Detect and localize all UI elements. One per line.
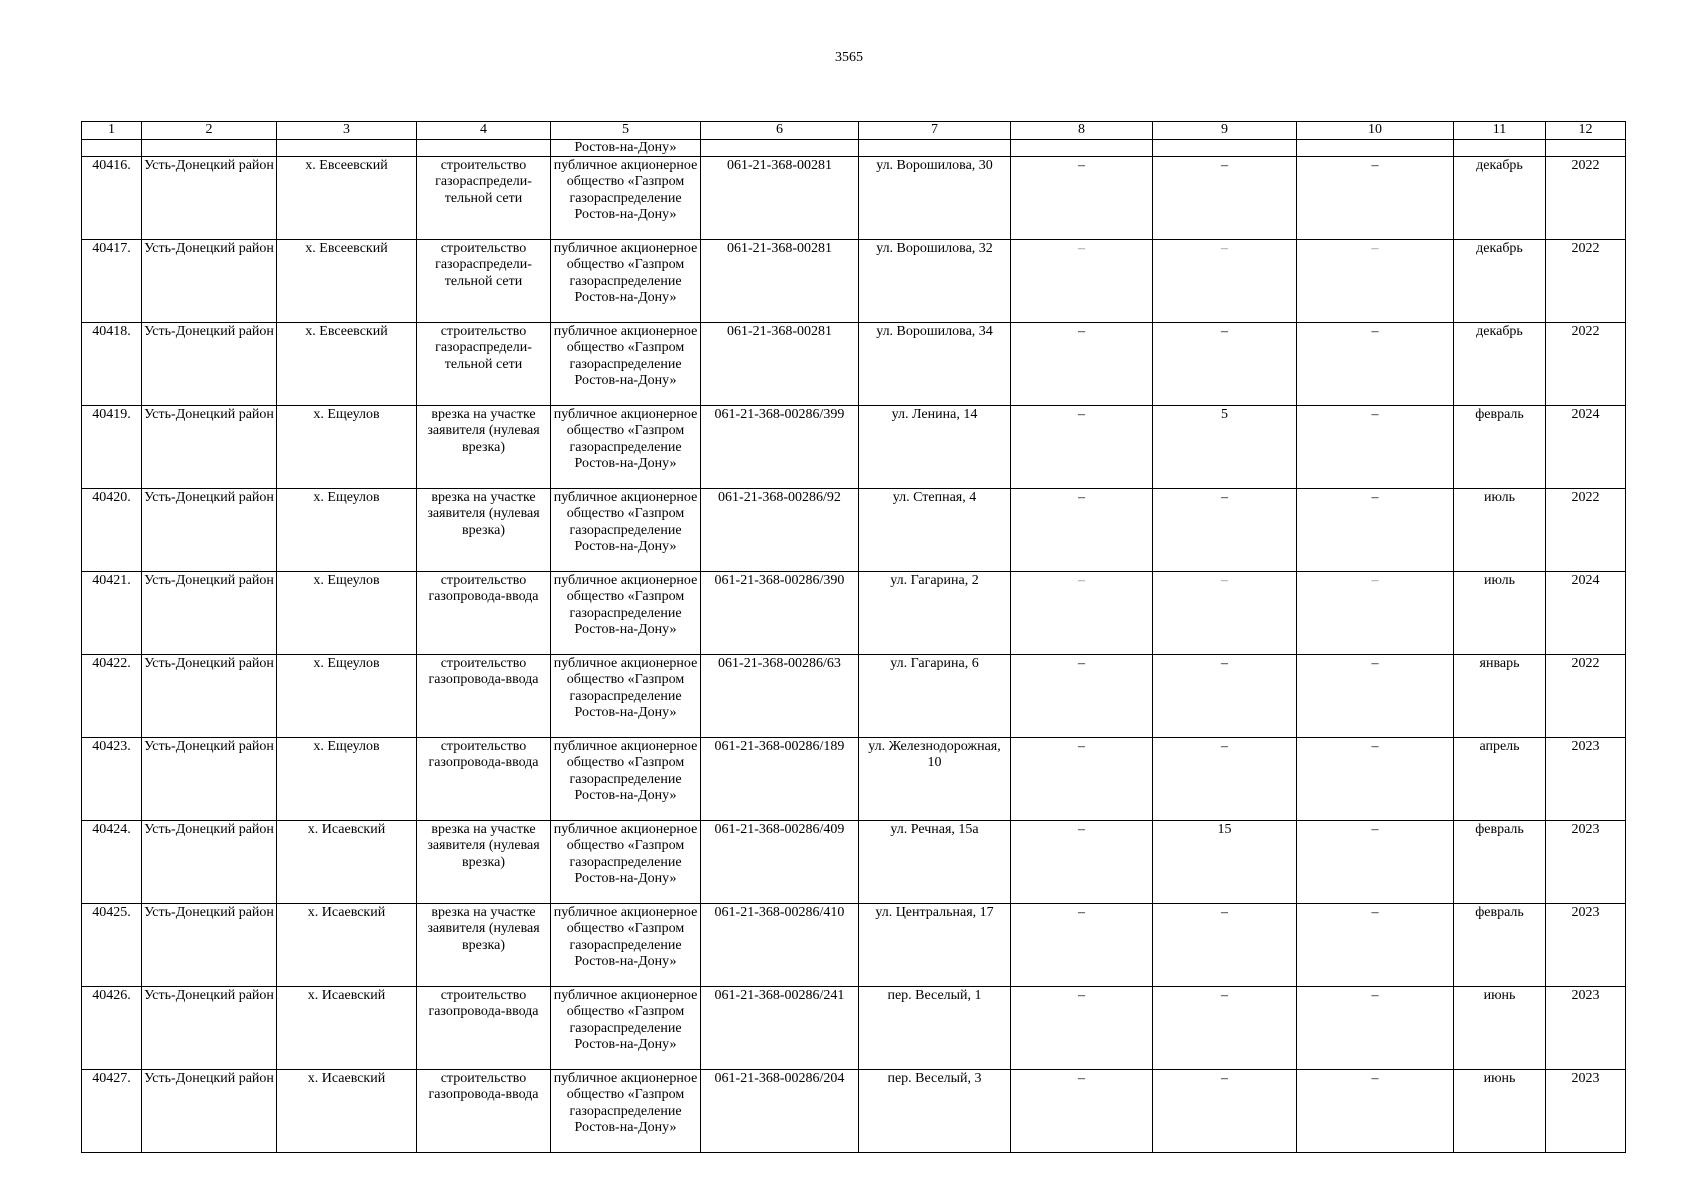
table-cell: – [1297,986,1454,1069]
row-number-cell: 40427. [82,1069,142,1152]
table-cell: 2023 [1546,903,1626,986]
table-cell [82,139,142,156]
column-header: 11 [1454,122,1546,140]
table-cell: 061-21-368-00286/409 [701,820,859,903]
table-cell: Ростов-на-Дону» [551,139,701,156]
table-cell: – [1297,737,1454,820]
table-cell: строительство газопровода-ввода [417,1069,551,1152]
table-cell: – [1297,903,1454,986]
table-cell: публичное акционерное общество «Газпром газораспределение Ростов-на-Дону» [551,903,701,986]
table-cell: публичное акционерное общество «Газпром газораспределение Ростов-на-Дону» [551,156,701,239]
column-header: 12 [1546,122,1626,140]
table-cell: 2023 [1546,820,1626,903]
table-cell: – [1153,571,1297,654]
table-cell: ул. Ворошилова, 34 [859,322,1011,405]
column-header: 9 [1153,122,1297,140]
table-row [82,986,1626,1069]
table-cell: ул. Гагарина, 2 [859,571,1011,654]
table-cell: строительство газопровода-ввода [417,986,551,1069]
table-cell: – [1153,1069,1297,1152]
row-number-cell: 40421. [82,571,142,654]
table-cell: публичное акционерное общество «Газпром газораспределение Ростов-на-Дону» [551,1069,701,1152]
table-cell: ул. Центральная, 17 [859,903,1011,986]
table-cell: – [1011,405,1153,488]
table-cell: публичное акционерное общество «Газпром газораспределение Ростов-на-Дону» [551,405,701,488]
table-cell: – [1297,488,1454,571]
table-cell: Усть-Донецкий район [142,239,277,322]
table-cell: февраль [1454,903,1546,986]
table-row [82,239,1626,322]
table-row [82,737,1626,820]
table-cell: Усть-Донецкий район [142,903,277,986]
table-cell: 061-21-368-00286/390 [701,571,859,654]
table-cell: – [1011,156,1153,239]
table-cell: строительство газопровода-ввода [417,654,551,737]
column-header: 10 [1297,122,1454,140]
table-cell: – [1153,239,1297,322]
table-cell [417,139,551,156]
table-cell: строительство газопровода-ввода [417,571,551,654]
table-cell [1011,139,1153,156]
table-cell: июнь [1454,1069,1546,1152]
table-cell: 2024 [1546,405,1626,488]
table-row [82,156,1626,239]
table-cell: Усть-Донецкий район [142,571,277,654]
table-cell: 061-21-368-00286/241 [701,986,859,1069]
table-cell: – [1297,156,1454,239]
table-cell [859,139,1011,156]
table-cell: 061-21-368-00286/204 [701,1069,859,1152]
table-cell: 2022 [1546,156,1626,239]
table-cell [1546,139,1626,156]
table-cell [142,139,277,156]
table-row [82,322,1626,405]
table-cell: ул. Ленина, 14 [859,405,1011,488]
table-cell: 061-21-368-00286/399 [701,405,859,488]
table-cell: – [1153,654,1297,737]
table-cell: х. Исаевский [277,903,417,986]
table-cell: – [1297,239,1454,322]
table-cell: 061-21-368-00286/63 [701,654,859,737]
table-cell: Усть-Донецкий район [142,1069,277,1152]
table-cell: 15 [1153,820,1297,903]
table-cell: – [1153,156,1297,239]
table-cell: – [1153,986,1297,1069]
row-number-cell: 40420. [82,488,142,571]
table-cell: 2022 [1546,239,1626,322]
table-cell: 5 [1153,405,1297,488]
row-number-cell: 40426. [82,986,142,1069]
table-cell: апрель [1454,737,1546,820]
table-cell: 2023 [1546,986,1626,1069]
table-cell: строительство газораспредели-тельной сети [417,239,551,322]
table-cell: х. Исаевский [277,820,417,903]
table-cell [1297,139,1454,156]
column-header: 8 [1011,122,1153,140]
table-cell: – [1153,737,1297,820]
column-header: 3 [277,122,417,140]
table-cell: х. Исаевский [277,986,417,1069]
table-cell: декабрь [1454,156,1546,239]
table-cell: 2022 [1546,488,1626,571]
table-cell: – [1011,986,1153,1069]
table-cell: ул. Ворошилова, 30 [859,156,1011,239]
table-cell: ул. Речная, 15а [859,820,1011,903]
table-cell [1153,139,1297,156]
table-cell: Усть-Донецкий район [142,405,277,488]
column-header: 6 [701,122,859,140]
table-cell: – [1011,737,1153,820]
table-cell: 061-21-368-00286/92 [701,488,859,571]
page-number: 3565 [835,50,863,65]
table-cell: февраль [1454,405,1546,488]
table-cell: пер. Веселый, 1 [859,986,1011,1069]
table-row [82,571,1626,654]
table-cell: Усть-Донецкий район [142,322,277,405]
column-header: 2 [142,122,277,140]
row-number-cell: 40416. [82,156,142,239]
table-cell: ул. Степная, 4 [859,488,1011,571]
table-cell: – [1153,903,1297,986]
table-cell: публичное акционерное общество «Газпром газораспределение Ростов-на-Дону» [551,571,701,654]
table-cell: июнь [1454,986,1546,1069]
table-cell: х. Ещеулов [277,571,417,654]
row-number-cell: 40424. [82,820,142,903]
table-cell [701,139,859,156]
row-number-cell: 40423. [82,737,142,820]
table-cell: х. Евсеевский [277,322,417,405]
column-number-row [82,122,1626,140]
table-cell: публичное акционерное общество «Газпром газораспределение Ростов-на-Дону» [551,322,701,405]
table-cell: х. Ещеулов [277,405,417,488]
table-cell: – [1011,654,1153,737]
table-cell: июль [1454,571,1546,654]
table-cell: публичное акционерное общество «Газпром газораспределение Ростов-на-Дону» [551,737,701,820]
table-cell: – [1297,654,1454,737]
table-cell: – [1153,322,1297,405]
table-cell: пер. Веселый, 3 [859,1069,1011,1152]
table-cell: – [1297,1069,1454,1152]
column-header: 5 [551,122,701,140]
row-number-cell: 40417. [82,239,142,322]
column-header: 7 [859,122,1011,140]
table-row [82,903,1626,986]
table-cell: Усть-Донецкий район [142,820,277,903]
table-cell: 061-21-368-00281 [701,239,859,322]
table-row [82,1069,1626,1152]
table-cell: публичное акционерное общество «Газпром газораспределение Ростов-на-Дону» [551,820,701,903]
table-cell: х. Ещеулов [277,737,417,820]
table-cell: ул. Железнодорожная, 10 [859,737,1011,820]
table-cell: – [1011,488,1153,571]
table-cell: строительство газораспредели-тельной сети [417,322,551,405]
row-number-cell: 40418. [82,322,142,405]
table-cell: врезка на участке заявителя (нулевая врезка) [417,820,551,903]
table-cell: публичное акционерное общество «Газпром газораспределение Ростов-на-Дону» [551,239,701,322]
table-cell: публичное акционерное общество «Газпром газораспределение Ростов-на-Дону» [551,986,701,1069]
table-cell: 2022 [1546,322,1626,405]
table-cell: 2023 [1546,1069,1626,1152]
table-cell: 2024 [1546,571,1626,654]
table-cell: – [1011,820,1153,903]
table-row [82,405,1626,488]
table-cell: Усть-Донецкий район [142,986,277,1069]
table-cell: – [1011,322,1153,405]
table-cell: февраль [1454,820,1546,903]
table-cell [1454,139,1546,156]
table-cell: – [1011,1069,1153,1152]
table-cell: ул. Ворошилова, 32 [859,239,1011,322]
table-cell: врезка на участке заявителя (нулевая врезка) [417,903,551,986]
table-cell: Усть-Донецкий район [142,156,277,239]
continuation-row [82,139,1626,156]
table-cell: 061-21-368-00286/410 [701,903,859,986]
table-cell: январь [1454,654,1546,737]
table-cell: 2022 [1546,654,1626,737]
table-cell: июль [1454,488,1546,571]
data-table [81,121,1626,1153]
table-cell: 061-21-368-00281 [701,156,859,239]
column-header: 1 [82,122,142,140]
table-row [82,654,1626,737]
table-cell: Усть-Донецкий район [142,737,277,820]
table-row [82,488,1626,571]
table-cell: х. Евсеевский [277,156,417,239]
row-number-cell: 40425. [82,903,142,986]
table-cell [277,139,417,156]
table-cell: 061-21-368-00286/189 [701,737,859,820]
table-cell: декабрь [1454,239,1546,322]
row-number-cell: 40419. [82,405,142,488]
table-cell: х. Евсеевский [277,239,417,322]
table-cell: декабрь [1454,322,1546,405]
table-cell: врезка на участке заявителя (нулевая врезка) [417,405,551,488]
table-cell: строительство газопровода-ввода [417,737,551,820]
table-cell: – [1011,239,1153,322]
table-cell: Усть-Донецкий район [142,488,277,571]
table-cell: – [1297,322,1454,405]
table-cell: Усть-Донецкий район [142,654,277,737]
table-cell: – [1297,820,1454,903]
table-cell: – [1297,571,1454,654]
table-cell: строительство газораспредели-тельной сети [417,156,551,239]
row-number-cell: 40422. [82,654,142,737]
table-cell: – [1297,405,1454,488]
table-cell: х. Исаевский [277,1069,417,1152]
table-cell: публичное акционерное общество «Газпром газораспределение Ростов-на-Дону» [551,488,701,571]
table-cell: – [1153,488,1297,571]
table-cell: х. Ещеулов [277,488,417,571]
table-row [82,820,1626,903]
table-cell: врезка на участке заявителя (нулевая врезка) [417,488,551,571]
table-cell: – [1011,903,1153,986]
table-cell: – [1011,571,1153,654]
table-cell: 2023 [1546,737,1626,820]
table-cell: публичное акционерное общество «Газпром газораспределение Ростов-на-Дону» [551,654,701,737]
table-cell: ул. Гагарина, 6 [859,654,1011,737]
table-cell: х. Ещеулов [277,654,417,737]
table-cell: 061-21-368-00281 [701,322,859,405]
column-header: 4 [417,122,551,140]
